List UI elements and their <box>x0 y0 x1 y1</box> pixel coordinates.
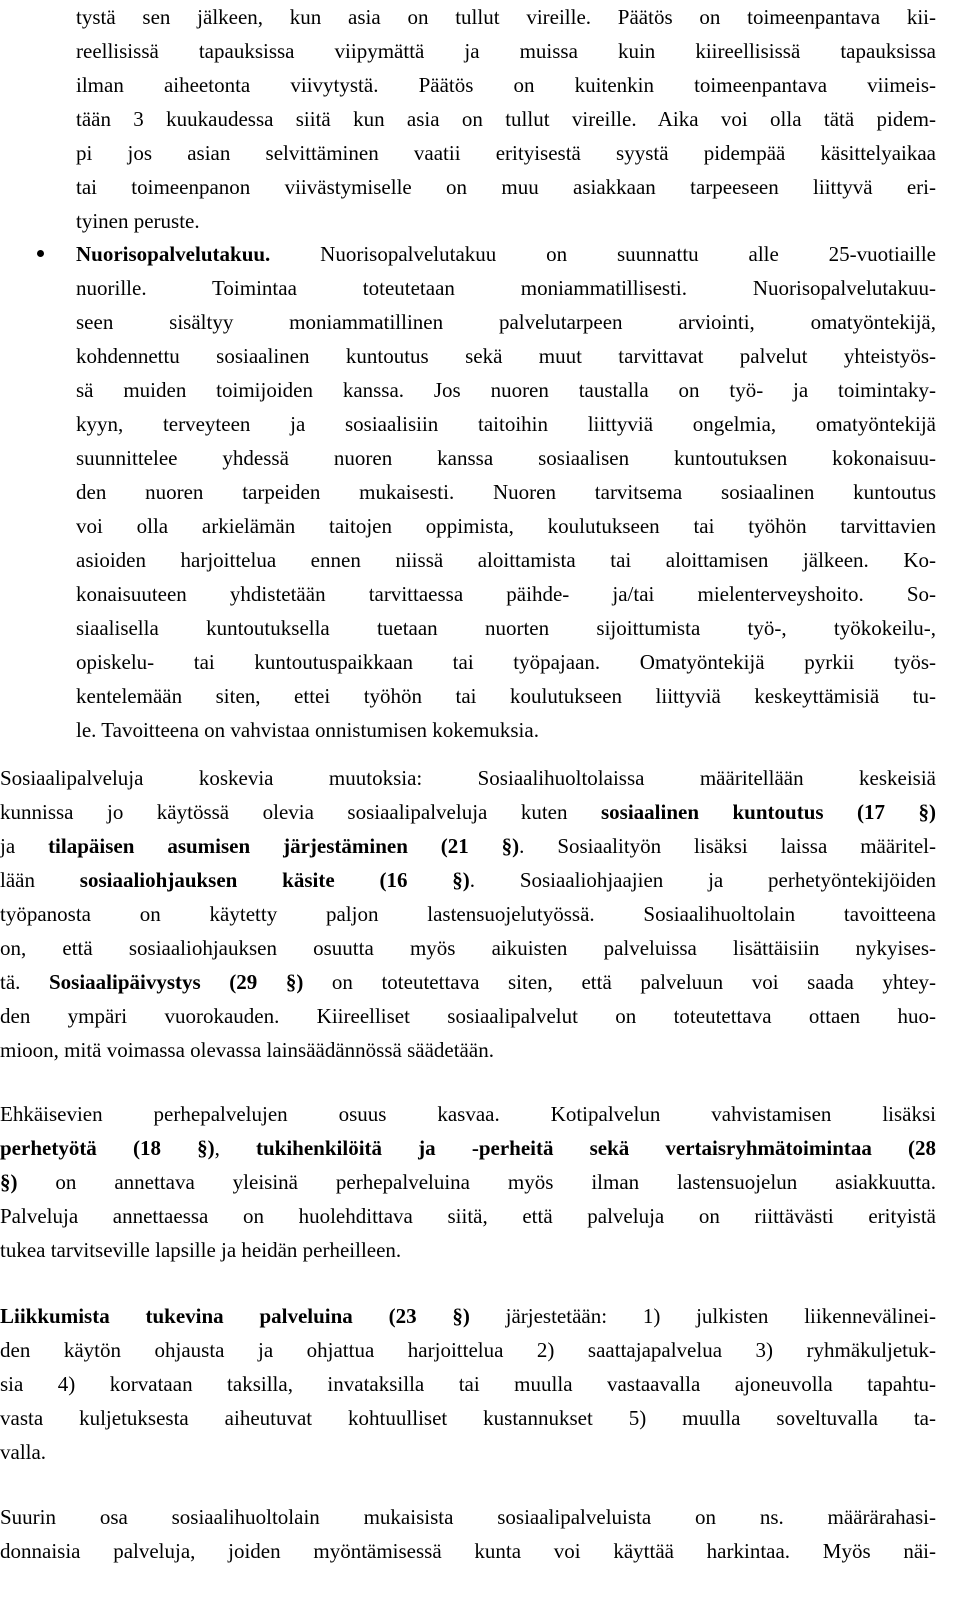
bold-term: tilapäisen asumisen järjestäminen (21 §) <box>48 834 520 858</box>
text-line <box>0 1299 936 1333</box>
text-run: ja <box>0 834 49 858</box>
text-line: kyyn, terveyteen ja sosiaalisiin taitoihin liittyviä ongelmia, omatyöntekijä <box>76 412 936 436</box>
text-line: den käytön ohjausta ja ohjattua harjoittelua 2) saattajapalvelua 3) ryhmäkuljetuk- <box>0 1338 936 1362</box>
text-run: , <box>214 1136 256 1160</box>
text-line: mioon, mitä voimassa olevassa lainsäädännössä säädetään. <box>0 1038 494 1062</box>
text-run: on toteutettava siten, että palveluun voi saada yhtey- <box>303 970 937 994</box>
text-line: siaalisella kuntoutuksella tuetaan nuorten sijoittumista työ-, työkokeilu-, <box>76 616 936 640</box>
text-line <box>0 829 936 863</box>
text-line: sä muiden toimijoiden kanssa. Jos nuoren taustalla on työ- ja toimintaky- <box>76 378 936 402</box>
text-line: valla. <box>0 1440 47 1464</box>
text-line: vasta kuljetuksesta aiheutuvat kohtuulliset kustannukset 5) muulla soveltuvalla ta- <box>0 1406 936 1430</box>
text-line: Sosiaalipalveluja koskevia muutoksia: Sosiaalihuoltolaissa määritellään keskeisiä <box>0 766 936 790</box>
text-line: nuorille. Toimintaa toteutetaan moniammatillisesti. Nuorisopalvelutakuu- <box>76 276 936 300</box>
bullet-heading: Nuorisopalvelutakuu. <box>76 242 271 266</box>
text-run: järjestetään: 1) julkisten liikennevälinei- <box>469 1304 936 1328</box>
text-line: tystä sen jälkeen, kun asia on tullut vireille. Päätös on toimeenpantava kii- <box>76 5 936 29</box>
text-line: voi olla arkielämän taitojen oppimista, koulutukseen tai työhön tarvittavien <box>76 514 936 538</box>
text-line: Ehkäisevien perhepalvelujen osuus kasvaa. Kotipalvelun vahvistamisen lisäksi <box>0 1102 936 1126</box>
text-line <box>0 1131 936 1165</box>
text-line <box>0 965 936 999</box>
text-line: tai toimeenpanon viivästymiselle on muu asiakkaan tarpeeseen liittyvä eri- <box>76 175 936 199</box>
text-line <box>0 863 936 897</box>
text-run: kunnissa jo käytössä olevia sosiaalipalveluja kuten <box>0 800 601 824</box>
bold-term: Sosiaalipäivystys (29 §) <box>48 970 304 994</box>
bold-term: Liikkumista tukevina palveluina (23 §) <box>0 1304 470 1328</box>
text-line: kentelemään siten, ettei työhön tai koulutukseen liittyviä keskeyttämisiä tu- <box>76 684 936 708</box>
text-line: konaisuuteen yhdistetään tarvittaessa päihde- ja/tai mielenterveyshoito. So- <box>76 582 936 606</box>
text-line: työpanosta on käytetty paljon lastensuojelutyössä. Sosiaalihuoltolain tavoitteena <box>0 902 936 926</box>
bold-term: perhetyötä (18 §) <box>0 1136 215 1160</box>
bullet-icon <box>37 250 44 257</box>
text-line: tyinen peruste. <box>76 209 200 233</box>
text-line: asioiden harjoittelua ennen niissä aloittamista tai aloittamisen jälkeen. Ko- <box>76 548 936 572</box>
text-line: ilman aiheetonta viivytystä. Päätös on kuitenkin toimeenpantava viimeis- <box>76 73 936 97</box>
bold-term: tukihenkilöitä ja -perheitä sekä vertaisryhmätoimintaa (28 <box>256 1136 937 1160</box>
text-line: Suurin osa sosiaalihuoltolain mukaisista sosiaalipalveluista on ns. määrärahasi- <box>0 1505 936 1529</box>
text-line: den ympäri vuorokauden. Kiireelliset sosiaalipalvelut on toteutettava ottaen huo- <box>0 1004 936 1028</box>
text-line: tään 3 kuukaudessa siitä kun asia on tullut vireille. Aika voi olla tätä pidem- <box>76 107 936 131</box>
text-line <box>0 795 936 829</box>
text-line: donnaisia palveluja, joiden myöntämisessä kunta voi käyttää harkintaa. Myös näi- <box>0 1539 936 1563</box>
text-run: Nuorisopalvelutakuu on suunnattu alle 25-vuotiaille <box>270 242 936 266</box>
text-line: seen sisältyy moniammatillinen palvelutarpeen arviointi, omatyöntekijä, <box>76 310 936 334</box>
text-line: den nuoren tarpeiden mukaisesti. Nuoren tarvitsema sosiaalinen kuntoutus <box>76 480 936 504</box>
text-line: Palveluja annettaessa on huolehdittava siitä, että palveluja on riittävästi erityistä <box>0 1204 936 1228</box>
text-line: sia 4) korvataan taksilla, invataksilla tai muulla vastaavalla ajoneuvolla tapahtu- <box>0 1372 936 1396</box>
text-line: reellisissä tapauksissa viipymättä ja muissa kuin kiireellisissä tapauksissa <box>76 39 936 63</box>
text-line: tukea tarvitseville lapsille ja heidän perheilleen. <box>0 1238 402 1262</box>
text-line <box>0 1165 936 1199</box>
text-line <box>76 237 936 271</box>
text-line: pi jos asian selvittäminen vaatii erityisestä syystä pidempää käsittelyaikaa <box>76 141 936 165</box>
text-run: . Sosiaaliohjaajien ja perhetyöntekijöiden <box>469 868 936 892</box>
text-line: kohdennettu sosiaalinen kuntoutus sekä muut tarvittavat palvelut yhteistyös- <box>76 344 936 368</box>
bold-term: §) <box>0 1170 18 1194</box>
text-run: . Sosiaalityön lisäksi laissa määritel- <box>519 834 936 858</box>
text-run: on annettava yleisinä perhepalveluina myös ilman lastensuojelun asiakkuutta. <box>17 1170 936 1194</box>
text-run: lään <box>0 868 80 892</box>
text-run: tä. <box>0 970 49 994</box>
text-line: suunnittelee yhdessä nuoren kanssa sosiaalisen kuntoutuksen kokonaisuu- <box>76 446 936 470</box>
text-line: on, että sosiaaliohjauksen osuutta myös aikuisten palveluissa lisättäisiin nykyises- <box>0 936 936 960</box>
text-line: le. Tavoitteena on vahvistaa onnistumisen kokemuksia. <box>76 718 539 742</box>
text-line: opiskelu- tai kuntoutuspaikkaan tai työpajaan. Omatyöntekijä pyrkii työs- <box>76 650 936 674</box>
bold-term: sosiaaliohjauksen käsite (16 §) <box>79 868 470 892</box>
bold-term: sosiaalinen kuntoutus (17 §) <box>600 800 937 824</box>
